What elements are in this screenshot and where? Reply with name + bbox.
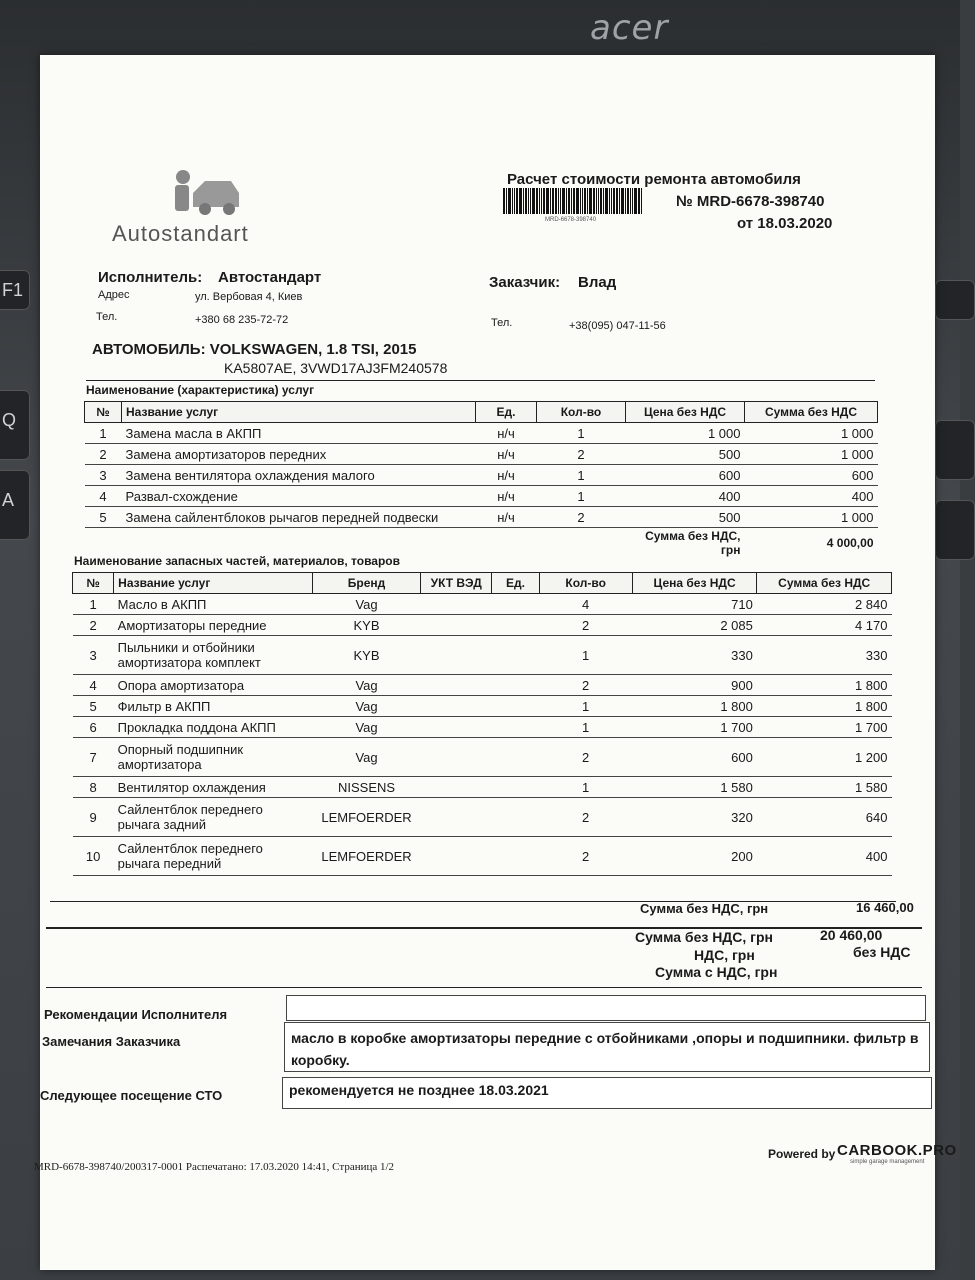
parts-cell-qty: 4 — [582, 596, 590, 612]
services-cell-sum: 400 — [851, 488, 874, 504]
services-cell-n: 3 — [99, 467, 107, 483]
col-header: № — [73, 573, 114, 594]
barcode-bar — [593, 188, 595, 214]
parts-cell-sum: 2 840 — [854, 596, 888, 612]
divider — [50, 901, 896, 902]
parts-cell-price: 1 700 — [720, 719, 753, 735]
services-cell-n: 1 — [99, 425, 107, 441]
barcode-bar — [550, 188, 551, 214]
barcode-bar — [571, 188, 572, 214]
carbook-logo: CARBOOK.PRO — [837, 1142, 957, 1159]
keyboard-key — [935, 280, 975, 320]
keyboard-key — [935, 500, 975, 560]
parts-cell-empty — [492, 615, 539, 636]
divider — [46, 927, 922, 929]
parts-cell-qty: 2 — [582, 848, 590, 864]
next-visit-label: Следующее посещение СТО — [40, 1088, 223, 1103]
vat-value: без НДС — [853, 944, 911, 960]
barcode-bar — [605, 188, 608, 214]
remarks-label: Замечания Заказчика — [42, 1034, 181, 1049]
parts-cell-price: 1 580 — [720, 779, 753, 795]
parts-cell-sum: 640 — [865, 809, 888, 825]
keyboard-key — [935, 420, 975, 480]
col-header: Сумма без НДС — [757, 573, 892, 594]
col-header: Цена без НДС — [632, 573, 757, 594]
services-cell-price: 500 — [718, 509, 741, 525]
services-cell-qty: 1 — [577, 467, 585, 483]
services-row — [85, 465, 878, 486]
parts-cell-empty — [492, 636, 539, 675]
services-cell-qty: 1 — [577, 488, 585, 504]
parts-cell-brand: Vag — [355, 698, 378, 714]
services-cell-name: Замена масла в АКПП — [125, 425, 262, 441]
services-header-row — [85, 402, 878, 423]
barcode-bar — [589, 188, 592, 214]
barcode-bar — [619, 188, 620, 214]
parts-cell-n: 2 — [89, 617, 97, 633]
barcode-bar — [555, 188, 557, 214]
col-header: УКТ ВЭД — [421, 573, 492, 594]
parts-row — [73, 636, 892, 675]
services-section-title: Наименование (характеристика) услуг — [86, 383, 315, 397]
car-ids: KA5807AE, 3VWD17AJ3FM240578 — [224, 360, 448, 376]
document-number: № MRD-6678-398740 — [676, 193, 825, 210]
autostandart-logo-icon — [165, 163, 245, 223]
parts-row — [73, 837, 892, 876]
barcode-bar — [532, 188, 535, 214]
remarks-field: масло в коробке амортизаторы передние с отбойниками ,опоры и подшипники. фильтр в коробку. — [284, 1022, 930, 1072]
car-line: АВТОМОБИЛЬ: VOLKSWAGEN, 1.8 TSI, 2015 — [92, 341, 417, 358]
parts-cell-brand: KYB — [353, 617, 380, 633]
barcode-bar — [546, 188, 549, 214]
barcode-bar — [541, 188, 542, 214]
col-header: Бренд — [313, 573, 421, 594]
parts-cell-sum: 1 800 — [854, 677, 888, 693]
parts-cell-sum: 1 200 — [854, 749, 888, 765]
barcode-bar — [582, 188, 583, 214]
parts-row — [73, 696, 892, 717]
parts-cell-price: 710 — [731, 596, 753, 612]
barcode-bar — [562, 188, 565, 214]
parts-cell-empty — [421, 777, 492, 798]
col-header: Цена без НДС — [626, 402, 745, 423]
col-header: Кол-во — [539, 573, 632, 594]
col-header: Ед. — [492, 573, 539, 594]
parts-cell-qty: 2 — [582, 749, 590, 765]
parts-cell-qty: 1 — [582, 698, 590, 714]
parts-row — [73, 615, 892, 636]
services-cell-sum: 1 000 — [840, 509, 874, 525]
services-cell-sum: 1 000 — [840, 425, 874, 441]
customer-name: Влад — [578, 274, 617, 291]
barcode-bar — [523, 188, 524, 214]
barcode-bar — [552, 188, 554, 214]
parts-cell-name: Сайлентблок переднего рычага передний — [117, 841, 263, 871]
barcode-bar — [530, 188, 531, 214]
parts-row — [73, 675, 892, 696]
executor-phone: +380 68 235-72-72 — [195, 314, 289, 326]
parts-cell-empty — [492, 696, 539, 717]
acer-logo: acer — [590, 8, 669, 48]
barcode-bar — [503, 188, 505, 214]
barcode-bar — [512, 188, 513, 214]
parts-cell-price: 330 — [731, 647, 753, 663]
barcode-bar — [600, 188, 602, 214]
parts-cell-n: 3 — [89, 647, 97, 663]
repair-estimate-document — [34, 55, 957, 1270]
services-table — [84, 401, 878, 558]
services-cell-sum: 600 — [851, 467, 874, 483]
carbook-tagline: simple garage management — [850, 1159, 925, 1165]
col-header: № — [85, 402, 122, 423]
keyboard-key: A — [0, 470, 30, 540]
document-date: от 18.03.2020 — [737, 215, 833, 232]
col-header: Кол-во — [537, 402, 626, 423]
barcode-bar — [587, 188, 588, 214]
barcode-bar — [576, 188, 579, 214]
parts-cell-qty: 1 — [582, 719, 590, 735]
print-info: MRD-6678-398740/200317-0001 Распечатано: 17.03.2020 14:41, Страница 1/2 — [34, 1161, 395, 1173]
parts-cell-name: Пыльники и отбойники амортизатора комплект — [117, 640, 261, 670]
services-cell-name: Замена амортизаторов передних — [125, 446, 327, 462]
keyboard-key: F1 — [0, 270, 30, 310]
parts-cell-empty — [421, 717, 492, 738]
barcode-bar — [558, 188, 559, 214]
parts-cell-qty: 1 — [582, 647, 590, 663]
parts-cell-empty — [421, 798, 492, 837]
parts-cell-name: Опора амортизатора — [117, 677, 245, 693]
parts-cell-empty — [492, 837, 539, 876]
parts-cell-name: Масло в АКПП — [117, 596, 207, 612]
parts-row — [73, 738, 892, 777]
customer-phone: +38(095) 047-11-56 — [569, 320, 666, 332]
services-cell-price: 1 000 — [707, 425, 741, 441]
parts-cell-empty — [492, 777, 539, 798]
phone-label: Тел. — [96, 311, 118, 323]
parts-cell-n: 5 — [89, 698, 97, 714]
barcode-bar — [596, 188, 597, 214]
barcode-bar — [641, 188, 642, 214]
services-cell-unit: н/ч — [497, 509, 515, 525]
parts-cell-price: 200 — [731, 848, 753, 864]
parts-cell-brand: KYB — [353, 647, 380, 663]
parts-cell-n: 1 — [89, 596, 97, 612]
parts-row — [73, 717, 892, 738]
parts-cell-price: 2 085 — [720, 617, 753, 633]
parts-cell-sum: 1 800 — [854, 698, 888, 714]
parts-cell-empty — [421, 837, 492, 876]
recommendations-field — [286, 995, 926, 1021]
parts-cell-name: Амортизаторы передние — [117, 617, 267, 633]
company-logo-text: Autostandart — [112, 221, 249, 246]
parts-cell-brand: Vag — [355, 719, 378, 735]
sum-with-vat-label: Сумма с НДС, грн — [655, 964, 778, 980]
services-cell-qty: 2 — [577, 446, 585, 462]
parts-cell-name: Вентилятор охлаждения — [117, 779, 266, 795]
barcode-bar — [560, 188, 561, 214]
vat-label: НДС, грн — [694, 947, 755, 963]
barcode-bar — [638, 188, 640, 214]
parts-cell-brand: NISSENS — [337, 779, 396, 795]
barcode-bar — [506, 188, 507, 214]
barcode-bar — [514, 188, 515, 214]
parts-cell-brand: LEMFOERDER — [321, 809, 412, 825]
address-value: ул. Вербовая 4, Киев — [195, 291, 303, 303]
barcode-bar — [625, 188, 626, 214]
services-cell-qty: 1 — [577, 425, 585, 441]
parts-cell-empty — [492, 675, 539, 696]
parts-cell-empty — [421, 738, 492, 777]
services-cell-n: 4 — [99, 488, 107, 504]
barcode-text: MRD-6678-398740 — [545, 217, 597, 223]
parts-cell-n: 8 — [89, 779, 97, 795]
parts-cell-price: 320 — [731, 809, 753, 825]
parts-cell-empty — [421, 594, 492, 615]
parts-cell-price: 900 — [731, 677, 753, 693]
barcode-bar — [525, 188, 527, 214]
barcode-bar — [539, 188, 540, 214]
parts-cell-name: Сайлентблок переднего рычага задний — [117, 802, 263, 832]
barcode-bar — [573, 188, 575, 214]
parts-cell-n: 9 — [89, 809, 97, 825]
parts-cell-n: 4 — [89, 677, 97, 693]
parts-total-label: Сумма без НДС, грн — [640, 901, 769, 916]
barcode-bar — [630, 188, 631, 214]
next-visit-field: рекомендуется не позднее 18.03.2021 — [282, 1077, 932, 1109]
grand-total-label: Сумма без НДС, грн — [635, 929, 774, 945]
parts-total-value: 16 460,00 — [856, 900, 914, 915]
document-title: Расчет стоимости ремонта автомобиля — [507, 171, 801, 188]
executor-name: Автостандарт — [218, 269, 322, 286]
parts-cell-empty — [421, 675, 492, 696]
parts-cell-name: Прокладка поддона АКПП — [117, 719, 276, 735]
services-cell-name: Замена сайлентблоков рычагов передней подвески — [125, 509, 439, 525]
parts-cell-sum: 330 — [865, 647, 888, 663]
services-cell-unit: н/ч — [497, 467, 515, 483]
parts-cell-price: 600 — [731, 749, 753, 765]
barcode-bar — [616, 188, 618, 214]
services-cell-n: 2 — [99, 446, 107, 462]
services-cell-price: 400 — [718, 488, 741, 504]
barcode-bar — [516, 188, 518, 214]
parts-cell-brand: Vag — [355, 749, 378, 765]
parts-cell-n: 7 — [89, 749, 97, 765]
parts-cell-empty — [492, 798, 539, 837]
parts-cell-sum: 1 700 — [854, 719, 888, 735]
parts-cell-empty — [421, 696, 492, 717]
services-cell-n: 5 — [99, 509, 107, 525]
parts-cell-empty — [421, 636, 492, 675]
parts-cell-empty — [492, 738, 539, 777]
services-cell-price: 600 — [718, 467, 741, 483]
services-cell-name: Замена вентилятора охлаждения малого — [125, 467, 375, 483]
parts-cell-sum: 1 580 — [854, 779, 888, 795]
col-header: Сумма без НДС — [745, 402, 878, 423]
customer-phone-label: Тел. — [491, 317, 513, 329]
services-cell-sum: 1 000 — [840, 446, 874, 462]
services-row — [85, 423, 878, 444]
barcode-bar — [613, 188, 615, 214]
recommendations-label: Рекомендации Исполнителя — [44, 1007, 228, 1022]
barcode — [503, 188, 673, 214]
customer-label: Заказчик: — [489, 274, 561, 291]
barcode-bar — [627, 188, 629, 214]
services-row — [85, 444, 878, 465]
barcode-bar — [519, 188, 522, 214]
barcode-bar — [603, 188, 604, 214]
grand-total-value: 20 460,00 — [820, 927, 883, 943]
barcode-bar — [508, 188, 511, 214]
parts-cell-sum: 4 170 — [854, 617, 888, 633]
executor-label: Исполнитель: — [98, 269, 203, 286]
services-cell-qty: 2 — [577, 509, 585, 525]
parts-section-title: Наименование запасных частей, материалов, товаров — [74, 554, 401, 568]
parts-cell-brand: LEMFOERDER — [321, 848, 412, 864]
parts-cell-n: 6 — [89, 719, 97, 735]
col-header: Название услуг — [114, 573, 313, 594]
parts-cell-name: Фильтр в АКПП — [117, 698, 211, 714]
parts-cell-n: 10 — [85, 848, 101, 864]
divider — [86, 380, 875, 381]
services-cell-unit: н/ч — [497, 446, 515, 462]
services-cell-name: Развал-схождение — [125, 488, 238, 504]
services-total-value: 4 000,00 — [826, 536, 874, 550]
barcode-bar — [528, 188, 529, 214]
parts-cell-empty — [492, 594, 539, 615]
parts-table — [72, 572, 892, 876]
parts-cell-price: 1 800 — [720, 698, 753, 714]
col-header: Название услуг — [122, 402, 476, 423]
parts-cell-brand: Vag — [355, 677, 378, 693]
barcode-bar — [584, 188, 586, 214]
parts-cell-qty: 2 — [582, 677, 590, 693]
barcode-bar — [568, 188, 570, 214]
powered-by-label: Powered by — [768, 1147, 836, 1161]
parts-cell-qty: 2 — [582, 617, 590, 633]
parts-cell-qty: 2 — [582, 809, 590, 825]
barcode-bar — [621, 188, 624, 214]
keyboard-key: Q — [0, 390, 30, 460]
services-cell-price: 500 — [718, 446, 741, 462]
parts-row — [73, 594, 892, 615]
parts-cell-brand: Vag — [355, 596, 378, 612]
services-cell-unit: н/ч — [497, 425, 515, 441]
parts-cell-qty: 1 — [582, 779, 590, 795]
barcode-bar — [632, 188, 633, 214]
barcode-bar — [580, 188, 581, 214]
barcode-bar — [611, 188, 612, 214]
services-row — [85, 486, 878, 507]
parts-row — [73, 798, 892, 837]
parts-cell-empty — [492, 717, 539, 738]
barcode-bar — [543, 188, 545, 214]
parts-cell-empty — [421, 615, 492, 636]
col-header: Ед. — [476, 402, 537, 423]
barcode-bar — [598, 188, 599, 214]
services-total-label: Сумма без НДС, грн — [645, 529, 741, 557]
barcode-bar — [634, 188, 637, 214]
barcode-bar — [609, 188, 610, 214]
barcode-bar — [536, 188, 538, 214]
services-cell-unit: н/ч — [497, 488, 515, 504]
address-label: Адрес — [98, 289, 130, 301]
services-row — [85, 507, 878, 528]
parts-cell-sum: 400 — [865, 848, 888, 864]
parts-row — [73, 777, 892, 798]
parts-cell-name: Опорный подшипник амортизатора — [117, 742, 244, 772]
parts-header-row — [73, 573, 892, 594]
barcode-bar — [566, 188, 567, 214]
divider — [46, 987, 922, 988]
